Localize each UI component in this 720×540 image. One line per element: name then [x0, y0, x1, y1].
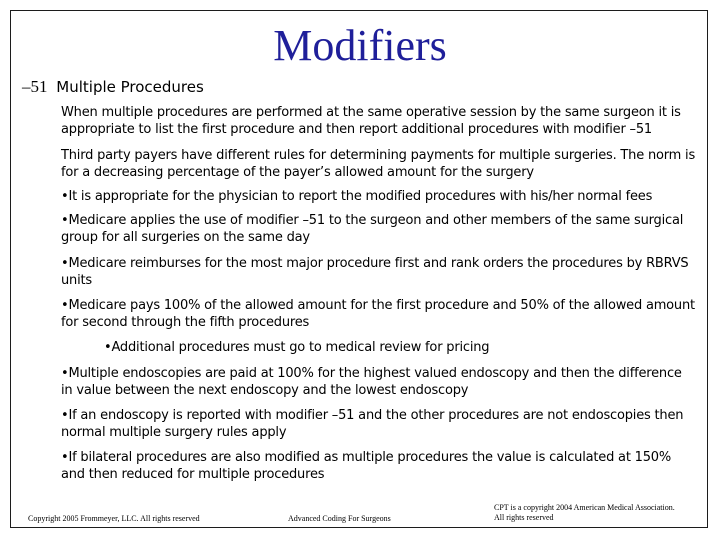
- bullet-bilateral: •If bilateral procedures are also modified as multiple procedures the value is calculated at 150% and then reduced for multiple procedures: [61, 450, 672, 482]
- bullet-physician-fees: •It is appropriate for the physician to report the modified procedures with his/her normal fees: [61, 189, 653, 204]
- footer-cpt-notice: [494, 503, 694, 523]
- section-heading: [22, 76, 204, 98]
- sub-bullet-medical-review: •Additional procedures must go to medical review for pricing: [104, 340, 490, 355]
- footer-copyright: Copyright 2005 Frommeyer, LLC. All rights reserved: [28, 514, 200, 523]
- modifier-code: –51: [22, 77, 48, 96]
- paragraph-third-party: Third party payers have different rules for determining payments for multiple surgeries. The norm is for a decreasing percentage of the payer’s allowed amount for the surgery: [61, 148, 696, 180]
- bullet-medicare-modifier: •Medicare applies the use of modifier –51 to the surgeon and other members of the same surgical group for all surgeries on the same day: [61, 213, 684, 245]
- footer-cpt-line2: All rights reserved: [494, 513, 554, 522]
- footer-book-title: Advanced Coding For Surgeons: [288, 514, 391, 523]
- bullet-medicare-pays: •Medicare pays 100% of the allowed amount for the first procedure and 50% of the allowed amount for second through the fifth procedures: [61, 298, 695, 330]
- bullet-medicare-reimburses: •Medicare reimburses for the most major procedure first and rank orders the procedures by RBRVS units: [61, 256, 689, 288]
- paragraph-intro: When multiple procedures are performed at the same operative session by the same surgeon it is appropriate to list the first procedure and then report additional procedures with modifier –51: [61, 105, 681, 137]
- section-label: Multiple Procedures: [56, 78, 204, 96]
- bullet-endoscopies: •Multiple endoscopies are paid at 100% for the highest valued endoscopy and then the difference in value between the next endoscopy and the lowest endoscopy: [61, 366, 682, 398]
- bullet-endoscopy-modifier: •If an endoscopy is reported with modifier –51 and the other procedures are not endoscopies then normal multiple surgery rules apply: [61, 408, 684, 440]
- footer-cpt-line1: CPT is a copyright 2004 American Medical Association.: [494, 503, 675, 512]
- slide-title: Modifiers: [273, 21, 447, 70]
